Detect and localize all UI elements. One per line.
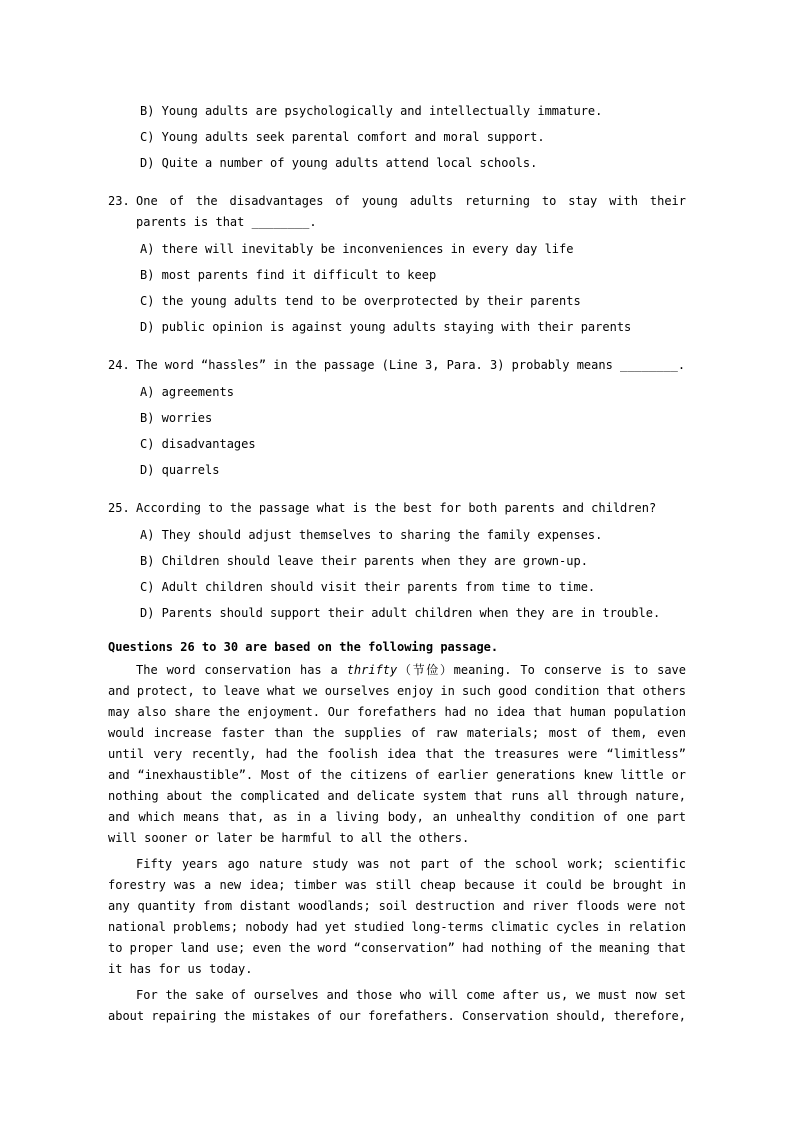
q25-option-c: C) Adult children should visit their parents from time to time. xyxy=(140,580,596,594)
q23-option-a: A) there will inevitably be inconveniences in every day life xyxy=(140,242,574,256)
q22-option-c: C) Young adults seek parental comfort and moral support. xyxy=(140,130,545,144)
question-text: One of the disadvantages of young adults returning to stay with their parents is that ________. xyxy=(136,194,686,229)
q22-option-b: B) Young adults are psychologically and intellectually immature. xyxy=(140,104,603,118)
q22-option-d: D) Quite a number of young adults attend local schools. xyxy=(140,156,538,170)
passage-paragraph-1 xyxy=(108,660,686,849)
question-24 xyxy=(108,355,686,376)
question-number: 25. xyxy=(108,501,130,515)
q24-option-a: A) agreements xyxy=(140,385,234,399)
q25-option-b: B) Children should leave their parents when they are grown-up. xyxy=(140,554,588,568)
question-number: 23. xyxy=(108,194,130,208)
q23-option-b: B) most parents find it difficult to keep xyxy=(140,268,437,282)
q25-option-d: D) Parents should support their adult children when they are in trouble. xyxy=(140,606,661,620)
question-25 xyxy=(108,498,686,519)
q24-option-b: B) worries xyxy=(140,411,213,425)
q25-option-a: A) They should adjust themselves to sharing the family expenses. xyxy=(140,528,603,542)
italic-word: thrifty xyxy=(346,663,398,677)
question-23 xyxy=(108,191,686,233)
passage-paragraph-3: For the sake of ourselves and those who will come after us, we must now set about repairing the mistakes of our forefathers. Conservation should, therefore, xyxy=(108,988,686,1023)
question-text: The word “hassles” in the passage (Line 3, Para. 3) probably means ________. xyxy=(136,358,686,372)
q24-option-d: D) quarrels xyxy=(140,463,220,477)
paragraph-text-start: The word conservation has a xyxy=(136,663,347,677)
exam-page xyxy=(108,98,686,1032)
question-number: 24. xyxy=(108,358,130,372)
question-text: According to the passage what is the best for both parents and children? xyxy=(136,501,657,515)
q23-option-d: D) public opinion is against young adults staying with their parents xyxy=(140,320,632,334)
passage-heading: Questions 26 to 30 are based on the following passage. xyxy=(108,640,499,654)
q24-option-c: C) disadvantages xyxy=(140,437,256,451)
passage-paragraph-2: Fifty years ago nature study was not part of the school work; scientific forestry was a new idea; timber was still cheap because it could be brought in any quantity from distant woodlands; soil destruction and river floods were not national problems; nobody had yet studied long-terms climatic cycles in relation to proper land use; even the word “conservation” had nothing of the meaning that it has for us today. xyxy=(108,857,686,976)
q23-option-c: C) the young adults tend to be overprotected by their parents xyxy=(140,294,581,308)
paragraph-text-rest: （节俭）meaning. To conserve is to save and protect, to leave what we ourselves enjoy in such good condition that others may also share the enjoyment. Our forefathers had no idea that human population would increase faster than the supplies of raw materials; most of them, even until very recently, had the foolish idea that the treasures were “limitless” and “inexhaustible”. Most of the citizens of earlier generations knew little or nothing about the complicated and delicate system that runs all through nature, and which means that, as in a living body, an unhealthy condition of one part will sooner or later be harmful to all the others. xyxy=(108,663,686,845)
